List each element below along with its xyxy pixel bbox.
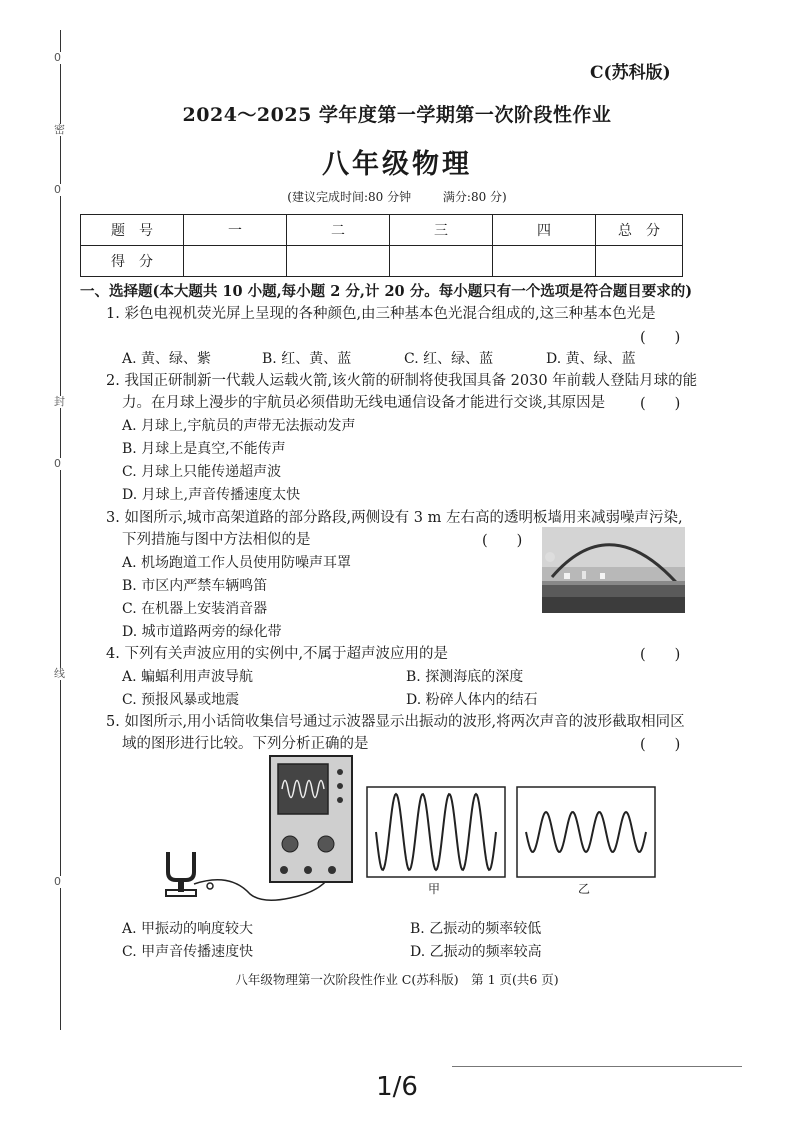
binding-mark: 0 xyxy=(54,875,61,888)
option: C. 红、绿、蓝 xyxy=(404,351,494,367)
answer-paren: ( ) xyxy=(640,647,681,663)
divider xyxy=(452,1066,742,1067)
question-2-stem: 力。在月球上漫步的宇航员必须借助无线电通信设备才能进行交谈,其原因是 xyxy=(122,395,606,411)
binding-mark: 线 xyxy=(54,667,65,680)
question-3-stem: 3. 如图所示,城市高架道路的部分路段,两侧设有 3 m 左右高的透明板墙用来减弱噪声污染, xyxy=(106,510,683,526)
score-info: 满分:80 分) xyxy=(442,190,507,204)
option: B. 探测海底的深度 xyxy=(406,669,524,685)
option: D. 月球上,声音传播速度太快 xyxy=(122,487,301,503)
score-input-cell[interactable] xyxy=(287,246,390,277)
question-1-stem: 1. 彩色电视机荧光屏上呈现的各种颜色,由三种基本色光混合组成的,这三种基本色光是 xyxy=(106,306,656,322)
exam-meta xyxy=(0,188,794,205)
answer-paren: ( ) xyxy=(482,533,523,549)
score-table xyxy=(80,214,683,277)
option: A. 月球上,宇航员的声带无法振动发声 xyxy=(122,418,356,434)
question-5-stem: 5. 如图所示,用小话筒收集信号通过示波器显示出振动的波形,将两次声音的波形截取相同区 xyxy=(106,714,685,730)
figure-label: 乙 xyxy=(578,882,591,896)
waveform-jia xyxy=(366,786,506,878)
table-cell: 得 分 xyxy=(81,246,184,277)
binding-mark: 0 xyxy=(54,51,61,64)
binding-mark: 密 xyxy=(54,123,65,136)
option: B. 市区内严禁车辆鸣笛 xyxy=(122,578,268,594)
score-input-cell[interactable] xyxy=(390,246,493,277)
option: D. 黄、绿、蓝 xyxy=(546,351,636,367)
option: A. 蝙蝠利用声波导航 xyxy=(122,669,254,685)
waveform-yi xyxy=(516,786,656,878)
option: A. 机场跑道工作人员使用防噪声耳罩 xyxy=(122,555,352,571)
edition-label: C(苏科版) xyxy=(590,63,671,83)
answer-paren: ( ) xyxy=(640,396,681,412)
option: B. 月球上是真空,不能传声 xyxy=(122,441,286,457)
question-4-stem: 4. 下列有关声波应用的实例中,不属于超声波应用的是 xyxy=(106,646,449,662)
option: A. 黄、绿、紫 xyxy=(122,351,212,367)
answer-paren: ( ) xyxy=(640,737,681,753)
question-3-stem: 下列措施与图中方法相似的是 xyxy=(122,532,311,548)
answer-paren: ( ) xyxy=(640,330,681,346)
score-table-score-row xyxy=(81,246,683,277)
option: C. 月球上只能传递超声波 xyxy=(122,464,282,480)
table-cell: 一 xyxy=(184,215,287,246)
option: C. 甲声音传播速度快 xyxy=(122,944,254,960)
figure-label: 甲 xyxy=(428,882,441,896)
score-input-cell[interactable] xyxy=(493,246,596,277)
table-cell: 总 分 xyxy=(596,215,683,246)
oscilloscope-icon xyxy=(270,756,352,882)
binding-mark: 0 xyxy=(54,183,61,196)
option: D. 粉碎人体内的结石 xyxy=(406,692,538,708)
question-2-stem: 2. 我国正研制新一代载人运载火箭,该火箭的研制将使我国具备 2030 年前载人登陆月球的能 xyxy=(106,373,698,389)
option: D. 乙振动的频率较高 xyxy=(410,944,542,960)
table-cell: 二 xyxy=(287,215,390,246)
score-input-cell[interactable] xyxy=(596,246,683,277)
option: A. 甲振动的响度较大 xyxy=(122,921,254,937)
binding-mark: 封 xyxy=(54,395,65,408)
table-cell: 三 xyxy=(390,215,493,246)
option: B. 乙振动的频率较低 xyxy=(410,921,542,937)
time-info: (建议完成时间:80 分钟 xyxy=(287,190,412,204)
score-table-header-row xyxy=(81,215,683,246)
question-5-stem: 域的图形进行比较。下列分析正确的是 xyxy=(122,736,369,752)
option: C. 在机器上安装消音器 xyxy=(122,601,268,617)
subject-title: 八年级物理 xyxy=(322,149,472,180)
score-input-cell[interactable] xyxy=(184,246,287,277)
table-cell: 题 号 xyxy=(81,215,184,246)
option: C. 预报风暴或地震 xyxy=(122,692,240,708)
binding-mark: 0 xyxy=(54,457,61,470)
noise-barrier-photo xyxy=(542,527,685,613)
page-number: 1/6 xyxy=(376,1072,418,1102)
table-cell: 四 xyxy=(493,215,596,246)
page-footer: 八年级物理第一次阶段性作业 C(苏科版) 第 1 页(共6 页) xyxy=(235,972,559,987)
option: D. 城市道路两旁的绿化带 xyxy=(122,624,282,640)
option: B. 红、黄、蓝 xyxy=(262,351,352,367)
exam-title: 2024～2025 学年度第一学期第一次阶段性作业 xyxy=(182,104,612,126)
section-heading: 一、选择题(本大题共 10 小题,每小题 2 分,计 20 分。每小题只有一个选项是符合题目要求的) xyxy=(80,283,693,300)
